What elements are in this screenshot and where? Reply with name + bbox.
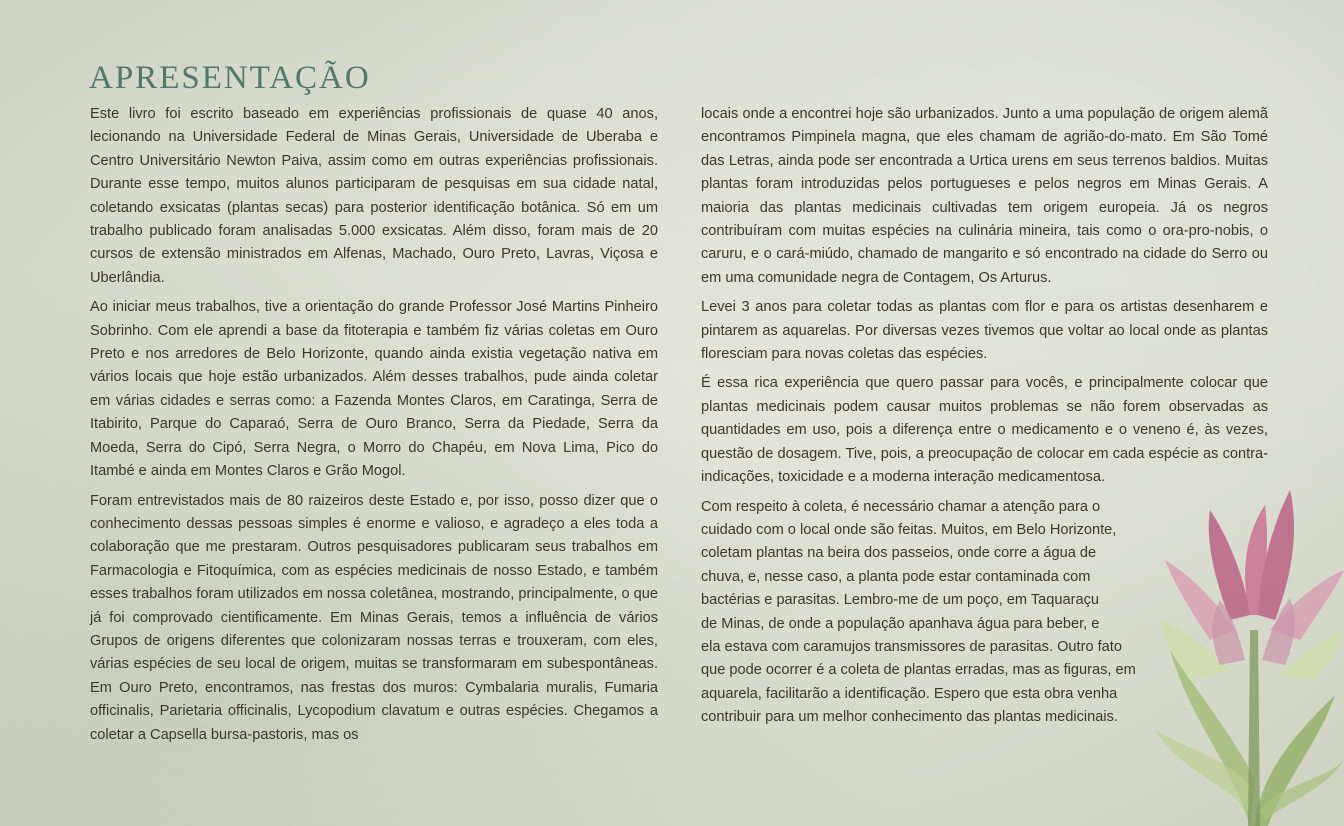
paragraph: É essa rica experiência que quero passar para vocês, e principalmente colocar que plantas medicinais podem causar muitos problemas se não forem observadas as quantidades em uso, pois a diferença entre o medicamento e o veneno é, às vezes, questão de dosagem. Tive, pois, a preocupação de colocar em cada espécie as contra-indicações, toxicidade e a moderna interação medicamentosa. (701, 375, 1268, 486)
text-line: contribuir para um melhor conhecimento das plantas medicinais. (701, 709, 1118, 726)
text-line: cuidado com o local onde são feitas. Muitos, em Belo Horizonte, (701, 521, 1117, 538)
paragraph: Levei 3 anos para coletar todas as plantas com flor e para os artistas desenharem e pintarem as aquarelas. Por diversas vezes tivemos que voltar ao local onde as plantas floresciam para novas coletas das espécies. (701, 299, 1268, 363)
left-text-column (90, 103, 658, 753)
watercolor-flower-icon (1150, 480, 1344, 826)
text-line: de Minas, de onde a população apanhava água para beber, e (701, 615, 1100, 632)
text-line: aquarela, facilitarão a identificação. Espero que esta obra venha (701, 685, 1118, 702)
paragraph-collection (701, 496, 1141, 730)
text-line: ela estava com caramujos transmissores de parasitas. Outro fato (701, 638, 1122, 655)
paragraph: Foram entrevistados mais de 80 raizeiros deste Estado e, por isso, posso dizer que o conhecimento dessas pessoas simples é enorme e valioso, e agradeço a eles toda a colaboração que me prestaram. Outros pesquisadores publicaram seus trabalhos em Farmacologia e Fitoquímica, com as espécies medicinais de nosso Estado, e também esses trabalhos foram utilizados em nossa coletânea, mostrando, principalmente, o que já foi comprovado cientificamente. Em Minas Gerais, temos a influência de vários Grupos de origens diferentes que colonizaram nossas terras e trouxeram, com eles, várias espécies de seu local de origem, muitas se transformaram em subespontâneas. Em Ouro Preto, encontramos, nas frestas dos muros: Cymbalaria muralis, Fumaria officinalis, Parietaria officinalis, Lycopodium clavatum e outras espécies. Chegamos a coletar a Capsella bursa-pastoris, mas os (90, 492, 658, 743)
text-line: bactérias e parasitas. Lembro-me de um poço, em Taquaraçu (701, 592, 1100, 609)
text-line: Com respeito à coleta, é necessário chamar a atenção para o (701, 498, 1101, 515)
paragraph: Este livro foi escrito baseado em experiências profissionais de quase 40 anos, lecionando na Universidade Federal de Minas Gerais, Universidade de Uberaba e Centro Universitário Newton Paiva, assim como em outras experiências profissionais. Durante esse tempo, muitos alunos participaram de pesquisas em sua cidade natal, coletando exsicatas (plantas secas) para posterior identificação botânica. Só em um trabalho publicado foram analisadas 5.000 exsicatas. Além disso, foram mais de 20 cursos de extensão ministrados em Alfenas, Machado, Ouro Preto, Lavras, Viçosa e Uberlândia. (90, 106, 658, 286)
text-line: chuva, e, nesse caso, a planta pode estar contaminada com (701, 568, 1091, 585)
text-line: coletam plantas na beira dos passeios, onde corre a água de (701, 545, 1097, 562)
text-line: que pode ocorrer é a coleta de plantas erradas, mas as figuras, em (701, 662, 1136, 679)
paragraph: Ao iniciar meus trabalhos, tive a orientação do grande Professor José Martins Pinheiro Sobrinho. Com ele aprendi a base da fitoterapia e também fiz várias coletas em Ouro Preto e nos arredores de Belo Horizonte, quando ainda existia vegetação nativa em vários locais que hoje estão urbanizados. Além desses trabalhos, pude ainda coletar em várias cidades e serras como: a Fazenda Montes Claros, em Caratinga, Serra de Itabirito, Parque do Caparaó, Serra de Ouro Branco, Serra da Piedade, Serra da Moeda, Serra do Cipó, Serra Negra, o Morro do Chapéu, em Nova Lima, Pico do Itambé e ainda em Montes Claros e Grão Mogol. (90, 299, 658, 480)
page-title: APRESENTAÇÃO (89, 60, 371, 96)
paragraph: locais onde a encontrei hoje são urbanizados. Junto a uma população de origem alemã encontramos Pimpinela magna, que eles chamam de agrião-do-mato. Em São Tomé das Letras, ainda pode ser encontrada a Urtica urens em seus terrenos baldios. Muitas plantas foram introduzidas pelos portugueses e pelos negros em Minas Gerais. A maioria das plantas medicinais cultivadas tem origem europeia. Já os negros contribuíram com muitas espécies na culinária mineira, tais como o ora-pro-nobis, o caruru, e o cará-miúdo, chamado de mangarito e só encontrado na cidade do Serro ou em uma comunidade negra de Contagem, Os Arturus. (701, 106, 1268, 286)
